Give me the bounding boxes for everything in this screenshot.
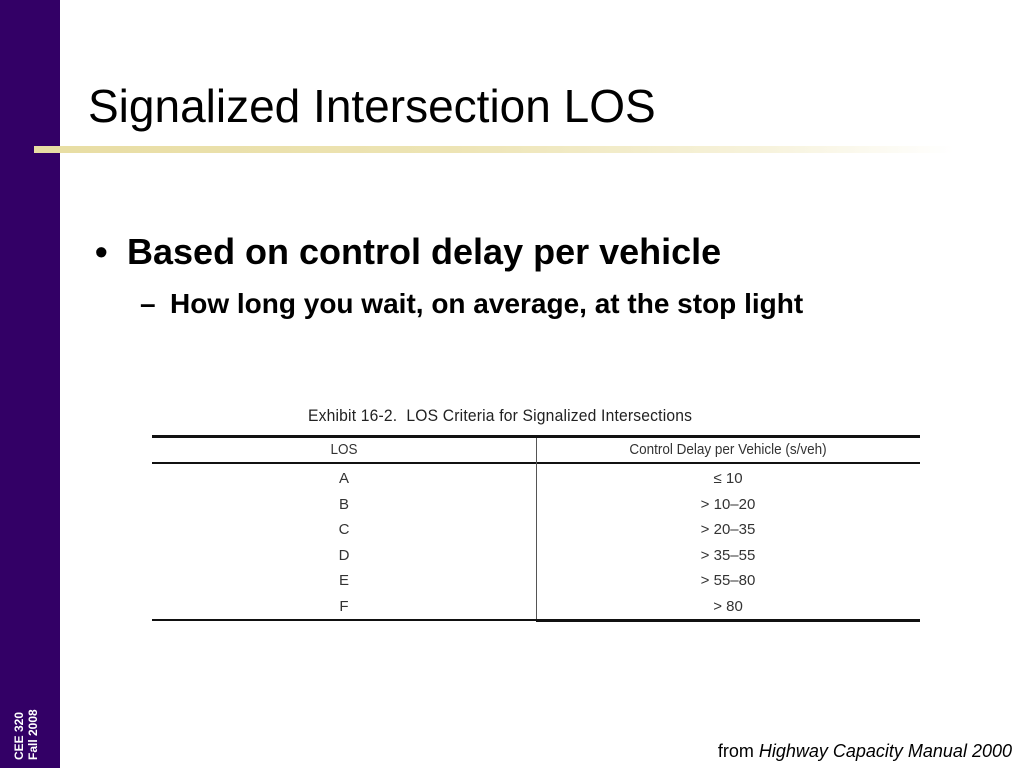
- left-sidebar-bar: [0, 0, 60, 768]
- source-prefix: from: [717, 741, 754, 761]
- table-cell-delay: ≤ 10: [713, 470, 743, 487]
- table-cell-delay: > 10–20: [700, 495, 756, 513]
- bullet-main: [95, 230, 721, 274]
- source-citation: [718, 740, 1012, 762]
- table-bottom-rule-right: [536, 619, 920, 622]
- table-cell-los: F: [339, 597, 349, 615]
- exhibit-number: Exhibit 16-2.: [308, 406, 398, 425]
- bullet-sub: [140, 286, 803, 322]
- table-cell-los: E: [338, 572, 349, 589]
- bullet-main-text: Based on control delay per vehicle: [127, 231, 722, 272]
- table-cell-delay: > 20–35: [700, 521, 756, 538]
- bullet-sub-text: How long you wait, on average, at the stop light: [170, 288, 804, 319]
- exhibit-caption: [308, 406, 692, 426]
- header-los: LOS: [330, 441, 358, 458]
- los-column: [152, 468, 536, 621]
- bullet-marker: •: [95, 231, 108, 272]
- source-work: Highway Capacity Manual 2000: [758, 741, 1012, 761]
- course-code: CEE 320: [12, 711, 26, 760]
- slide-title: Signalized Intersection LOS: [88, 80, 656, 132]
- table-cell-delay: > 55–80: [700, 572, 756, 589]
- exhibit-caption-text: LOS Criteria for Signalized Intersections: [406, 406, 693, 425]
- table-cell-delay: > 35–55: [700, 546, 756, 564]
- delay-column: [536, 468, 920, 621]
- table-cell-delay: > 80: [713, 597, 743, 615]
- table-cell-los: D: [338, 546, 350, 564]
- los-criteria-table: [152, 435, 920, 623]
- title-underline: [34, 146, 954, 153]
- table-cell-los: C: [338, 521, 350, 538]
- course-term: Fall 2008: [26, 709, 40, 760]
- table-bottom-rule-left: [152, 619, 536, 621]
- header-control-delay: Control Delay per Vehicle (s/veh): [629, 441, 827, 458]
- table-cell-los: B: [338, 495, 349, 513]
- course-label: [12, 709, 40, 760]
- table-cell-los: A: [338, 470, 349, 487]
- sub-bullet-marker: –: [140, 288, 156, 319]
